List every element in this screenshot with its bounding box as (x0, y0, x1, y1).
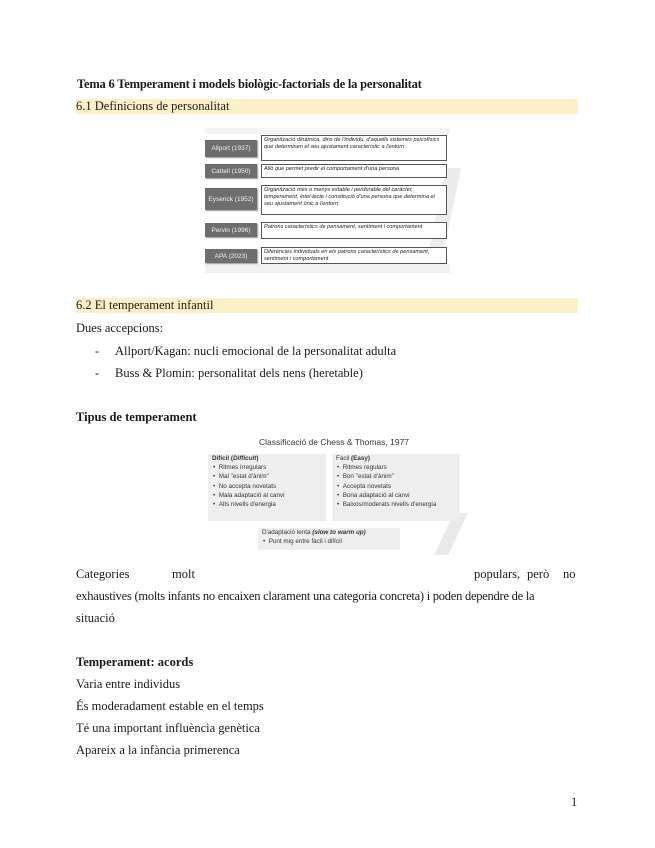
agreement-line: Té una important influència genètica (76, 721, 260, 735)
section-heading-infant-temperament: 6.2 El temperament infantil (76, 298, 578, 313)
figure-decoration-bottom (205, 264, 450, 273)
figure-title: Classificació de Chess & Thomas, 1977 (258, 437, 410, 447)
list-item (95, 366, 495, 382)
paragraph-word: populars, (474, 567, 521, 581)
page-number: 1 (571, 795, 578, 809)
subheading-agreements: Temperament: acords (76, 655, 194, 669)
agreement-line: És moderadament estable en el temps (76, 699, 264, 713)
list-item: • Mala adaptació al canvi (213, 491, 285, 499)
difficult-heading: Difícil (Difficult) (212, 455, 259, 462)
definition-text: Organització dinàmica, dins de l'individu, d'aquells sistemes psicofísics que determinen el seu ajustament característic a l'entorn (261, 135, 447, 161)
paragraph-word: Categories (76, 567, 130, 581)
easy-heading: Fàcil (Easy) (336, 455, 370, 462)
definition-author-label: Eysenck (1952) (205, 188, 257, 210)
definition-author-label: Cattell (1950) (205, 164, 257, 178)
list-item: • Alts nivells d'energia (213, 501, 276, 509)
figure-decoration-top (205, 128, 450, 134)
paragraph-word: no (563, 567, 576, 581)
list-item: • Punt mig entre fàcil i difícil (263, 538, 342, 545)
list-item (95, 344, 495, 360)
definition-author-label: APA (2023) (205, 249, 257, 263)
definition-text: Diferències individuals en els patrons característics de pensament, sentiment i comportament (261, 247, 447, 264)
paragraph-intro: Dues accepcions: (76, 321, 164, 335)
definition-text: Allò que permet predir el comportament d'una persona (261, 164, 447, 178)
easy-column (332, 454, 460, 521)
list-item: • Accepta novetats (337, 482, 392, 490)
paragraph-line: exhaustives (molts infants no encaixen clarament una categoria concreta) i poden dependre de la (76, 589, 535, 603)
paragraph-line: situació (76, 611, 115, 625)
agreement-line: Varia entre individus (76, 677, 181, 691)
bullet-marker: - (95, 344, 100, 358)
definitions-figure (205, 128, 450, 273)
slow-to-warm-up-box (258, 528, 400, 550)
difficult-column (208, 454, 326, 521)
definition-author-label: Pervin (1996) (205, 223, 257, 237)
list-item: • No accepta novetats (213, 482, 277, 490)
list-item-text: Buss & Plomin: personalitat dels nens (heretable) (115, 366, 363, 380)
list-item: • Baixos/moderats nivells d'energia (337, 501, 437, 509)
list-item: • Mal "estat d'ànim" (213, 473, 269, 481)
list-item: • Bon "estat d'ànim" (337, 473, 394, 481)
bullet-marker: - (95, 366, 100, 380)
definition-text: Patrons característics de pensament, sentiment i comportament (261, 222, 447, 239)
paragraph-word: molt (172, 567, 195, 581)
definition-author-label: Allport (1937) (205, 140, 257, 157)
paragraph-word: però (527, 567, 550, 581)
definition-text: Organització més o menys estable i perdurable del caràcter, temperament, intel·lecte i constitució d'una persona que determina el seu ajustament únic a l'entorn (261, 185, 447, 215)
section-heading-definitions: 6.1 Definicions de personalitat (76, 99, 578, 114)
list-item: • Bona adaptació al canvi (337, 491, 410, 499)
list-item: • Ritmes irregulars (213, 464, 267, 471)
subheading-temperament-types: Tipus de temperament (76, 410, 197, 424)
document-title: Tema 6 Temperament i models biològic-factorials de la personalitat (77, 77, 422, 91)
agreement-line: Apareix a la infància primerenca (76, 743, 240, 757)
classification-figure (208, 437, 460, 555)
list-item-text: Allport/Kagan: nucli emocional de la personalitat adulta (115, 344, 397, 358)
list-item: • Ritmes regulars (337, 464, 387, 471)
slow-heading: D'adaptació lenta (slow to warm up) (262, 529, 366, 536)
